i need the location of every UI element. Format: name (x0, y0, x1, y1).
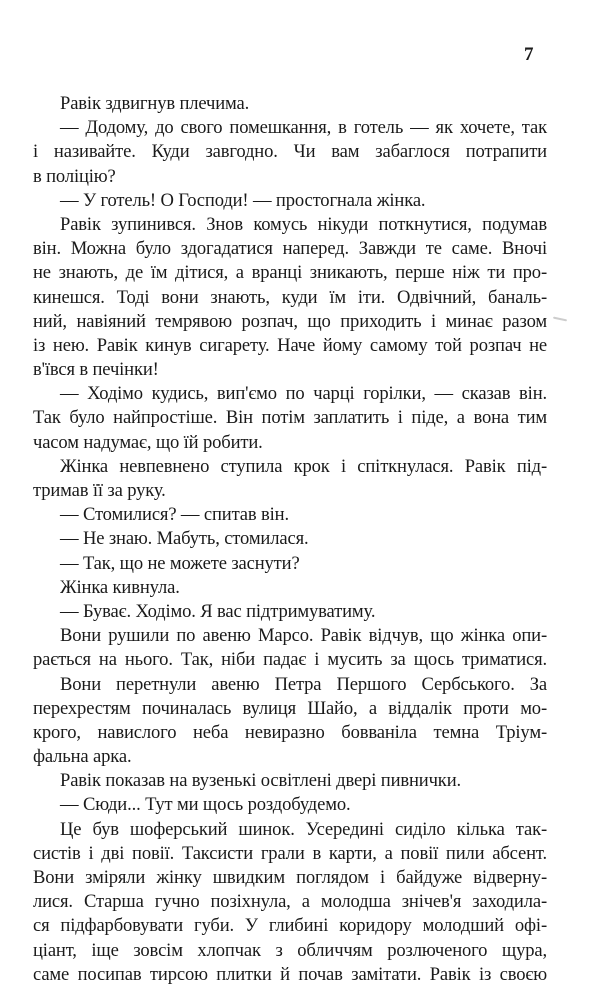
text-line: — Буває. Ходімо. Я вас підтримуватиму. (60, 600, 376, 622)
text-line: крого, навислого неба невиразно бовваніла темна Тріум- (33, 721, 547, 743)
text-line: Жінка кивнула. (60, 576, 180, 598)
text-line: в'ївся в печінки! (33, 359, 159, 381)
text-line: Вони перетнули авеню Петра Першого Сербського. За (60, 673, 547, 695)
text-line: і називайте. Куди завгодно. Чи вам забаглося потрапити (33, 141, 547, 163)
text-line: ний, навіяний темрявою розпач, що приходить і минає разом (33, 310, 547, 332)
text-line: він. Можна було здогадатися наперед. Завжди те саме. Вночі (33, 238, 547, 260)
scan-smudge (553, 317, 567, 322)
text-line: Вони зміряли жінку швидким поглядом і байдуже відверну- (33, 867, 547, 888)
text-line: лися. Старша гучно позіхнула, а молодша знічев'я заходила- (33, 891, 547, 913)
text-line: ся підфарбовувати губи. У глибині коридору молодший офі- (33, 915, 547, 937)
text-line: Так було найпростіше. Він потім заплатить і піде, а вона тим (33, 407, 547, 429)
text-line: рається на нього. Так, ніби падає і мусить за щось триматися. (33, 649, 547, 671)
text-line: Равік здвигнув плечима. (60, 93, 250, 114)
text-line: Жінка невпевнено ступила крок і спіткнулася. Равік під- (60, 455, 547, 477)
text-line: кинешся. Тоді вони знають, куди їм іти. Одвічний, баналь- (33, 286, 547, 308)
body-text (33, 92, 547, 987)
text-line: тримав її за руку. (33, 480, 166, 501)
text-line: ціант, іще зовсім хлопчак з обличчям розлюченого щура, (33, 939, 547, 961)
text-line: в поліцію? (33, 165, 116, 187)
text-line: не знають, де їм дітися, а вранці зникають, перше ніж ти про- (33, 262, 547, 284)
text-line: часом надумає, що їй робити. (33, 431, 263, 453)
text-line: перехрестям починалась вулиця Шайо, а віддалік проти мо- (33, 697, 547, 719)
text-line: Равік зупинився. Знов комусь нікуди поткнутися, подумав (60, 213, 547, 235)
text-line: — Так, що не можете заснути? (60, 552, 300, 574)
text-line: — У готель! О Господи! — простогнала жінка. (60, 189, 426, 211)
text-line: систів і дві повії. Таксисти грали в карти, а повії пили абсент. (33, 842, 547, 864)
page-number: 7 (524, 44, 534, 65)
text-line: — Ходімо кудись, вип'ємо по чарці горілки, — сказав він. (60, 383, 547, 405)
text-line: Равік показав на вузенькі освітлені двері пивнички. (60, 770, 461, 792)
text-line: — Стомилися? — спитав він. (60, 504, 289, 526)
text-line: Вони рушили по авеню Марсо. Равік відчув, що жінка опи- (60, 625, 547, 647)
text-line: саме посипав тирсою плитки й почав замітати. Равік із своєю (33, 963, 547, 985)
text-line: фальна арка. (33, 746, 132, 768)
text-line: — Не знаю. Мабуть, стомилася. (60, 528, 309, 550)
text-line: Це був шоферський шинок. Усередині сиділо кілька так- (60, 818, 547, 840)
text-line: — Додому, до свого помешкання, в готель — як хочете, так (60, 117, 547, 139)
text-line: — Сюди... Тут ми щось роздобудемо. (60, 794, 351, 816)
text-line: із нею. Равік кинув сигарету. Наче йому самому той розпач не (33, 334, 547, 356)
